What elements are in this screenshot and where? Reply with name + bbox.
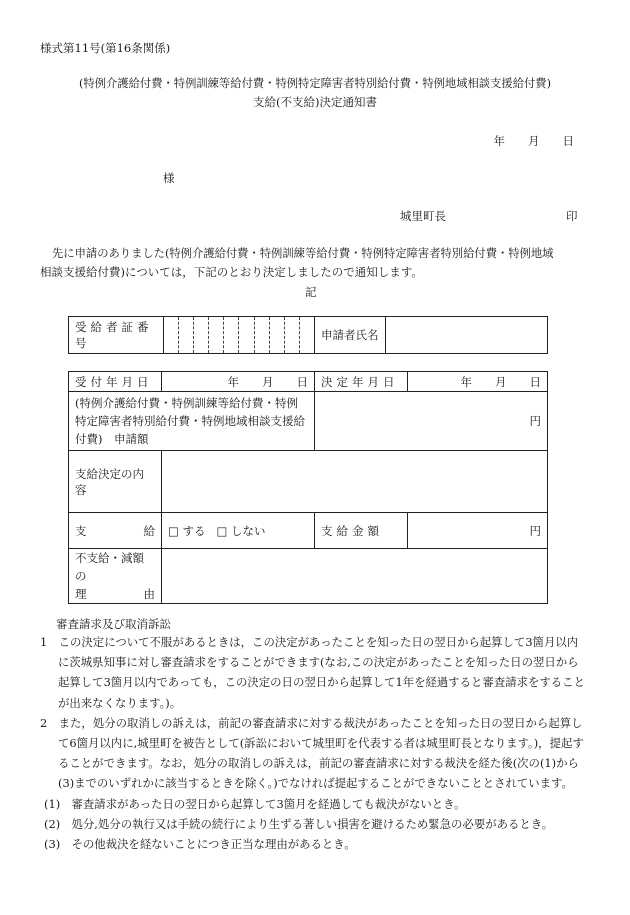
application-amount-label: (特例介護給付費・特例訓練等給付費・特例特定障害者特別給付費・特例地域相談支援給付費) 申請額: [69, 392, 315, 451]
option-no-checkbox[interactable]: □: [216, 523, 228, 538]
cert-number-digits[interactable]: [164, 317, 315, 354]
option-no-label: しない: [231, 523, 266, 538]
decision-content-label: 支給決定の内容: [69, 451, 162, 513]
reason-label: 不支給・減額の 理 由: [69, 549, 162, 604]
decision-date-value[interactable]: 年 月 日: [408, 372, 548, 392]
payment-options: [162, 513, 315, 549]
payment-amount-label: 支給金額: [315, 513, 408, 549]
seal: 印: [566, 209, 578, 223]
yen-unit: 円: [529, 414, 541, 428]
decision-date-label: 決定年月日: [315, 372, 408, 392]
title-line2: 支給(不支給)決定通知書: [253, 95, 377, 109]
form-label: 様式第11号(第16条関係): [40, 41, 171, 55]
payment-label: 支 給: [69, 513, 162, 549]
note-item-2: 2 また，処分の取消しの訴えは，前記の審査請求に対する裁決があったことを知った日の翌日から起算して6箇月以内に,城里町を被告として(訴訟において城里町を代表する者は城里町長となります。)，提起することができます。なお，処分の取消しの訴えは，前記の審査請求に対する裁決を経た後(次の(1)から(3)までのいずれかに該当するときを除く。)でなければ提起することができないこととされています。: [40, 715, 584, 791]
cert-number-label: 受給者証番号: [69, 317, 164, 354]
recipient-suffix: 様: [163, 171, 175, 185]
ki-label: 記: [305, 285, 317, 299]
intro-line2: 相談支援給付費)については，下記のとおり決定しましたので通知します。: [40, 265, 423, 279]
applicant-name-label: 申請者氏名: [315, 317, 386, 354]
received-date-value[interactable]: 年 月 日: [162, 372, 315, 392]
notes-heading: 審査請求及び取消訴訟: [56, 617, 171, 631]
option-yes-label: する: [182, 523, 206, 538]
reason-field[interactable]: [162, 549, 548, 604]
option-yes-checkbox[interactable]: □: [168, 523, 179, 538]
notes-body: [40, 632, 588, 854]
decision-table: [68, 371, 548, 604]
intro-line1: 先に申請のありました(特例介護給付費・特例訓練等給付費・特例特定障害者特別給付費・特例地域: [52, 247, 554, 260]
note-sub-2: (2) 処分,処分の執行又は手続の続行により生ずる著しい損害を避けるため緊急の必要があるとき。: [44, 816, 554, 831]
note-item-1: 1 この決定について不服があるときは，この決定があったことを知った日の翌日から起算して3箇月以内に茨城県知事に対し審査請求をすることができます(なお,この決定があったことを知った日の翌日から起算して3箇月以内であっても，この決定の日の翌日から起算して1年を経過すると審査請求をすることが出来なくなります。)。: [40, 635, 585, 710]
certificate-table: [68, 316, 548, 354]
application-amount-value[interactable]: [315, 392, 548, 451]
decision-content-field[interactable]: [162, 451, 548, 513]
note-sub-3: (3) その他裁決を経ないことにつき正当な理由があるとき。: [44, 837, 356, 852]
payment-amount-value[interactable]: [408, 513, 548, 549]
title-line1: (特例介護給付費・特例訓練等給付費・特例特定障害者特別給付費・特例地域相談支援給付費): [79, 77, 551, 90]
applicant-name-field[interactable]: [386, 317, 548, 354]
note-sub-1: (1) 審査請求があった日の翌日から起算して3箇月を経過しても裁決がないとき。: [44, 796, 466, 811]
issuer: 城里町長: [400, 209, 446, 223]
date-line: 年 月 日: [493, 134, 574, 148]
received-date-label: 受付年月日: [69, 372, 162, 392]
yen-unit-2: 円: [529, 523, 541, 538]
